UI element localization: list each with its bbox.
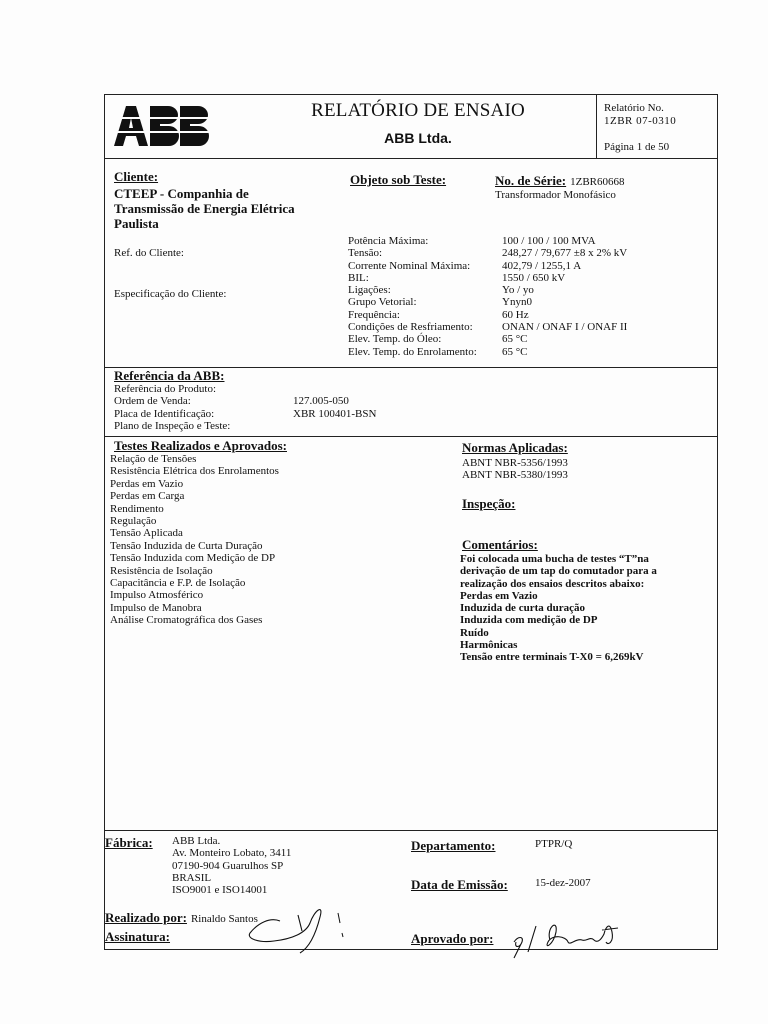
spec-label: BIL: [348,271,369,284]
abb-ref-row-value: XBR 100401-BSN [293,407,377,420]
norms-label: Normas Aplicadas: [462,440,568,455]
page-number: Página 1 de 50 [604,141,670,153]
abb-ref-values [293,383,376,432]
list-item: ABNT NBR-5356/1993 [462,457,568,469]
signature-approved [506,912,626,960]
tests-list [110,453,279,627]
spec-label: Potência Máxima: [348,235,429,247]
spec-labels [348,235,477,358]
spec-value: ONAN / ONAF I / ONAF II [502,321,628,334]
list-item: Regulação [110,515,157,528]
abb-logo [114,104,210,148]
spec-label: Ligações: [348,284,391,297]
spec-label: Condições de Resfriamento: [348,321,473,334]
spec-value: 248,27 / 79,677 ±8 x 2% kV [502,247,628,260]
approved-by-label: Aprovado por: [411,931,494,946]
norms-list [462,457,568,482]
abb-ref-row-label: Referência do Produto: [114,383,217,395]
abb-ref-labels [114,383,230,432]
factory-label: Fábrica: [105,835,153,850]
abb-ref-row-value [293,420,376,432]
header-divider [104,158,718,159]
performed-by-row [105,909,258,927]
abb-ref-row-label: Placa de Identificação: [114,407,215,420]
spec-values [502,235,627,358]
report-title: RELATÓRIO DE ENSAIO [311,100,525,121]
spec-value: 65 °C [502,345,528,358]
spec-value: 60 Hz [502,308,529,321]
spec-label: Corrente Nominal Máxima: [348,259,471,272]
spec-label: Tensão: [348,247,383,260]
spec-value: Yo / yo [502,284,534,297]
inspection-label: Inspeção: [462,496,516,511]
spec-value: 100 / 100 / 100 MVA [502,235,596,247]
department-label: Departamento: [411,838,496,853]
client-label: Cliente: [114,169,159,184]
issue-date-value: 15-dez-2007 [535,877,591,889]
issue-date-label: Data de Emissão: [411,877,508,892]
list-item: Resistência de Isolação [110,564,213,577]
client-spec-label: Especificação do Cliente: [114,288,227,300]
report-subtitle: ABB Ltda. [384,130,452,146]
spec-value: 1550 / 650 kV [502,271,566,284]
list-item: Relação de Tensões [110,453,197,465]
report-number-label: Relatório No. [604,102,664,114]
list-item: Capacitância e F.P. de Isolação [110,577,246,590]
performed-by-value: Rinaldo Santos [190,913,258,925]
list-item: Análise Cromatográfica dos Gases [110,614,263,627]
serial-label: No. de Série: [495,173,567,188]
abb-ref-row-label: Plano de Inspeção e Teste: [114,419,231,432]
list-item: Impulso Atmosférico [110,589,204,602]
signature-performed [240,893,350,957]
list-item: Rendimento [110,502,164,515]
list-item: Perdas em Carga [110,490,185,503]
spec-value: Ynyn0 [502,296,532,309]
header-right-divider [596,94,597,158]
list-item: Resistência Elétrica dos Enrolamentos [110,465,279,478]
list-item: Perdas em Vazio [110,477,184,490]
spec-value: 65 °C [502,333,528,346]
object-description: Transformador Monofásico [495,189,616,201]
tests-label: Testes Realizados e Aprovados: [114,438,287,453]
serial-value: 1ZBR60668 [570,176,625,188]
client-ref-label: Ref. do Cliente: [114,247,184,259]
spec-value: 402,79 / 1255,1 A [502,259,582,272]
footer-divider [104,830,718,831]
list-item: ABNT NBR-5380/1993 [462,469,568,482]
comments-label: Comentários: [462,537,538,552]
list-item: Tensão Induzida com Medição de DP [110,552,276,565]
spec-label: Elev. Temp. do Óleo: [348,333,442,346]
department-value: PTPR/Q [535,838,573,850]
comments-text: Foi colocada uma bucha de testes “T”na derivação de um tap do comutador para a realização dos ensaios descritos abaixo: Perdas em Vazio Induzida de curta duração Induzida com medição de DP Ruído Harmônicas Tensão entre terminais T-X0 = 6,269kV [460,553,657,664]
spec-label: Grupo Vetorial: [348,296,417,309]
serial-row [495,172,625,190]
performed-by-label: Realizado por: [105,910,187,925]
list-item: Tensão Aplicada [110,527,183,540]
list-item: Impulso de Manobra [110,601,202,614]
object-label: Objeto sob Teste: [350,172,447,187]
abb-ref-label: Referência da ABB: [114,368,225,383]
abb-ref-row-label: Ordem de Venda: [114,395,191,408]
list-item: Tensão Induzida de Curta Duração [110,539,263,552]
abb-ref-row-value: 127.005-050 [293,395,349,408]
signature-label: Assinatura: [105,929,171,944]
spec-label: Frequência: [348,308,400,321]
report-number: 1ZBR 07-0310 [604,115,677,127]
abb-ref-row-value [293,383,376,395]
spec-label: Elev. Temp. do Enrolamento: [348,345,477,358]
abb-ref-divider [104,436,718,437]
client-name: CTEEP - Companhia de Transmissão de Energia Elétrica Paulista [114,186,295,231]
factory-address: ABB Ltda. Av. Monteiro Lobato, 3411 07190-904 Guarulhos SP BRASIL ISO9001 e ISO14001 [172,835,292,897]
